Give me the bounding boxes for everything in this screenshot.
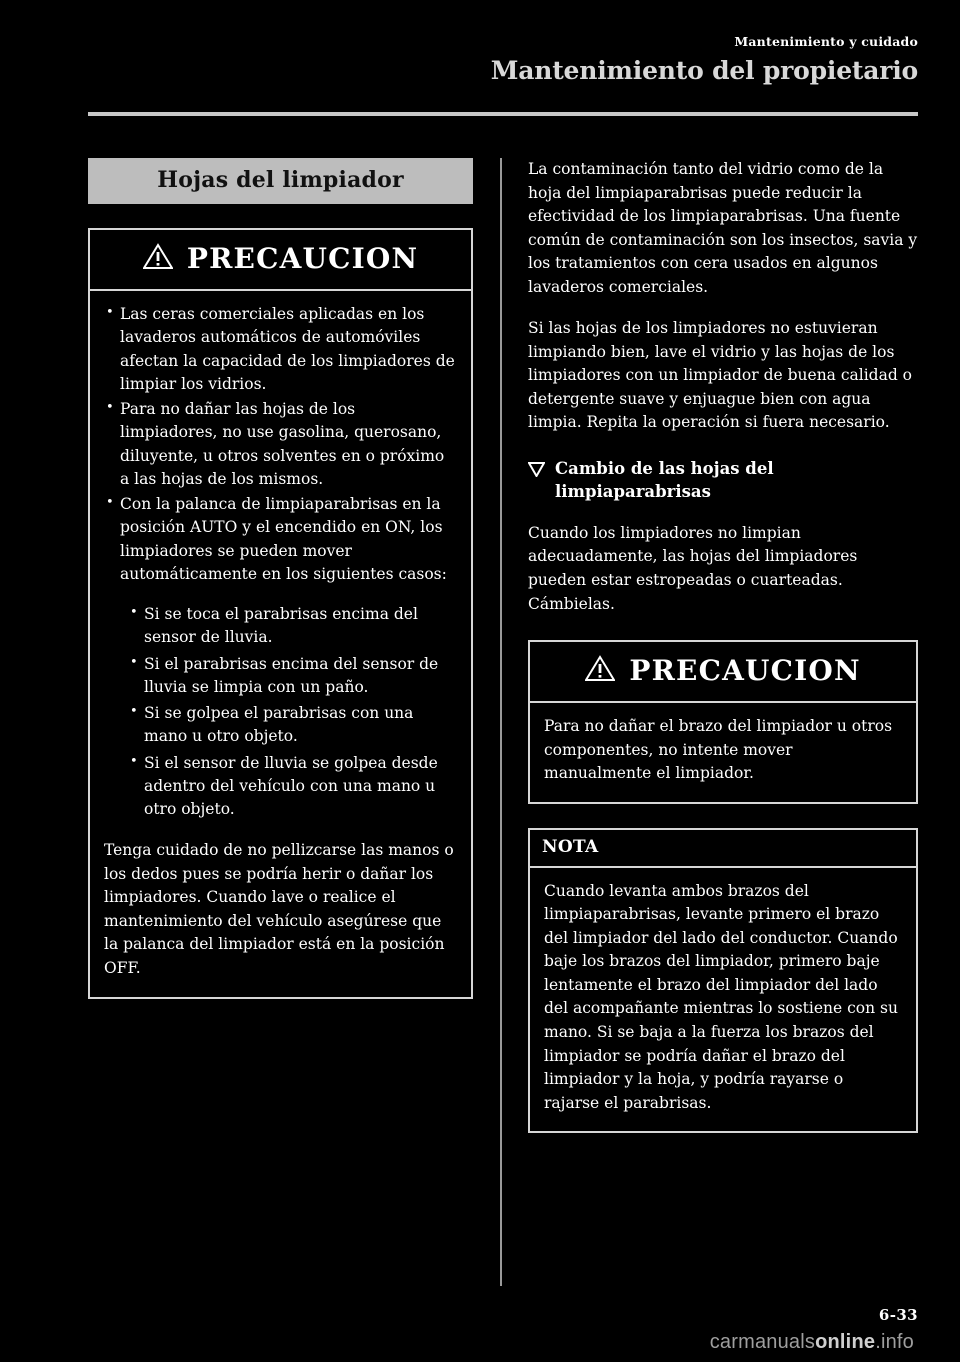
caution-label: PRECAUCION: [629, 654, 861, 688]
watermark-suffix: .info: [875, 1331, 914, 1353]
page-header: [88, 34, 918, 85]
list-item: • Las ceras comerciales aplicadas en los lavaderos automáticos de automóviles afectan la capacidad de los limpiadores de limpiar los vidrios.: [104, 303, 457, 396]
header-divider: [88, 112, 918, 116]
note-box: [528, 828, 918, 1133]
note-box-body: [530, 868, 916, 1131]
caution-closing-paragraph: Tenga cuidado de no pellizcarse las manos o los dedos pues se podría herir o dañar los limpiadores. Cuando lave o realice el mantenimiento del vehículo asegúrese que la palanca del limpiador está en la posición OFF.: [104, 841, 454, 977]
list-item: • Si el parabrisas encima del sensor de lluvia se limpia con un paño.: [128, 653, 457, 700]
caution-text: Para no dañar el brazo del limpiador u otros componentes, no intente mover manualmente el limpiador.: [544, 717, 893, 783]
watermark-bold: online: [815, 1331, 876, 1353]
page-title: Mantenimiento del propietario: [490, 56, 918, 85]
paragraph-blade-condition: Cuando los limpiadores no limpian adecuadamente, las hojas del limpiadores pueden estar estropeadas o cuarteadas. Cámbielas.: [528, 523, 858, 613]
page-number: 6-33: [878, 1306, 918, 1324]
caution-box-body: [90, 291, 471, 997]
arrow-down-marker-icon: [528, 460, 545, 475]
watermark-plain: carmanuals: [709, 1331, 816, 1353]
note-label: NOTA: [542, 836, 599, 857]
note-box-header: [530, 830, 916, 868]
caution-label: PRECAUCION: [186, 242, 419, 275]
paragraph-cleaning: Si las hojas de los limpiadores no estuvieran limpiando bien, lave el vidrio y las hojas de los limpiadores con un limpiador de buena calidad o detergente suave y enjuague bien con agua limpia. Repita la operación si fuera necesario.: [528, 319, 913, 432]
caution-box-right: [528, 640, 918, 804]
note-text: Cuando levanta ambos brazos del limpiaparabrisas, levante primero el brazo del limpiador del lado del conductor. Cuando baje los brazos del limpiador, primero baje lentamente el brazo del limpiador del lado del acompañante mientras lo sostiene con su mano. Si se baja a la fuerza los brazos del limpiador se podría dañar el brazo del limpiador y la hoja, y podría rayarse o rajarse el parabrisas.: [544, 881, 898, 1112]
section-title: Hojas del limpiador: [88, 158, 473, 204]
list-item: • Con la palanca de limpiaparabrisas en la posición AUTO y el encendido en ON, los limpiadores se pueden mover automáticamente en los siguientes casos:: [104, 493, 457, 586]
right-column: [528, 158, 918, 1133]
caution-box-header: [530, 642, 916, 703]
left-column: [88, 158, 473, 999]
warning-triangle-icon: [585, 655, 615, 682]
column-divider: [500, 158, 502, 1286]
warning-triangle-icon: [143, 243, 173, 270]
list-item: • Si se golpea el parabrisas con una mano u otro objeto.: [128, 702, 457, 749]
caution-box-left: [88, 228, 473, 999]
watermark: [710, 1331, 914, 1354]
paragraph-contamination: La contaminación tanto del vidrio como de la hoja del limpiaparabrisas puede reducir la efectividad de los limpiaparabrisas. Una fuente común de contaminación son los insectos, savia y los tratamientos con cera usados en algunos lavaderos comerciales.: [528, 160, 918, 296]
chapter-label: Mantenimiento y cuidado: [734, 34, 918, 49]
caution-sub-bullet-list: [128, 603, 457, 821]
subsection-heading-blade-replacement: [528, 457, 918, 504]
list-item: • Si se toca el parabrisas encima del sensor de lluvia.: [128, 603, 457, 650]
list-item: • Para no dañar las hojas de los limpiadores, no use gasolina, querosano, diluyente, u otros solventes en o próximo a las hojas de los mismos.: [104, 398, 457, 491]
caution-box-header: [90, 230, 471, 291]
list-item: • Si el sensor de lluvia se golpea desde adentro del vehículo con una mano u otro objeto.: [128, 752, 457, 822]
subsection-heading-label: Cambio de las hojas del limpiaparabrisas: [555, 459, 774, 502]
caution-box-body: [530, 703, 916, 802]
caution-bullet-list: [104, 303, 457, 586]
